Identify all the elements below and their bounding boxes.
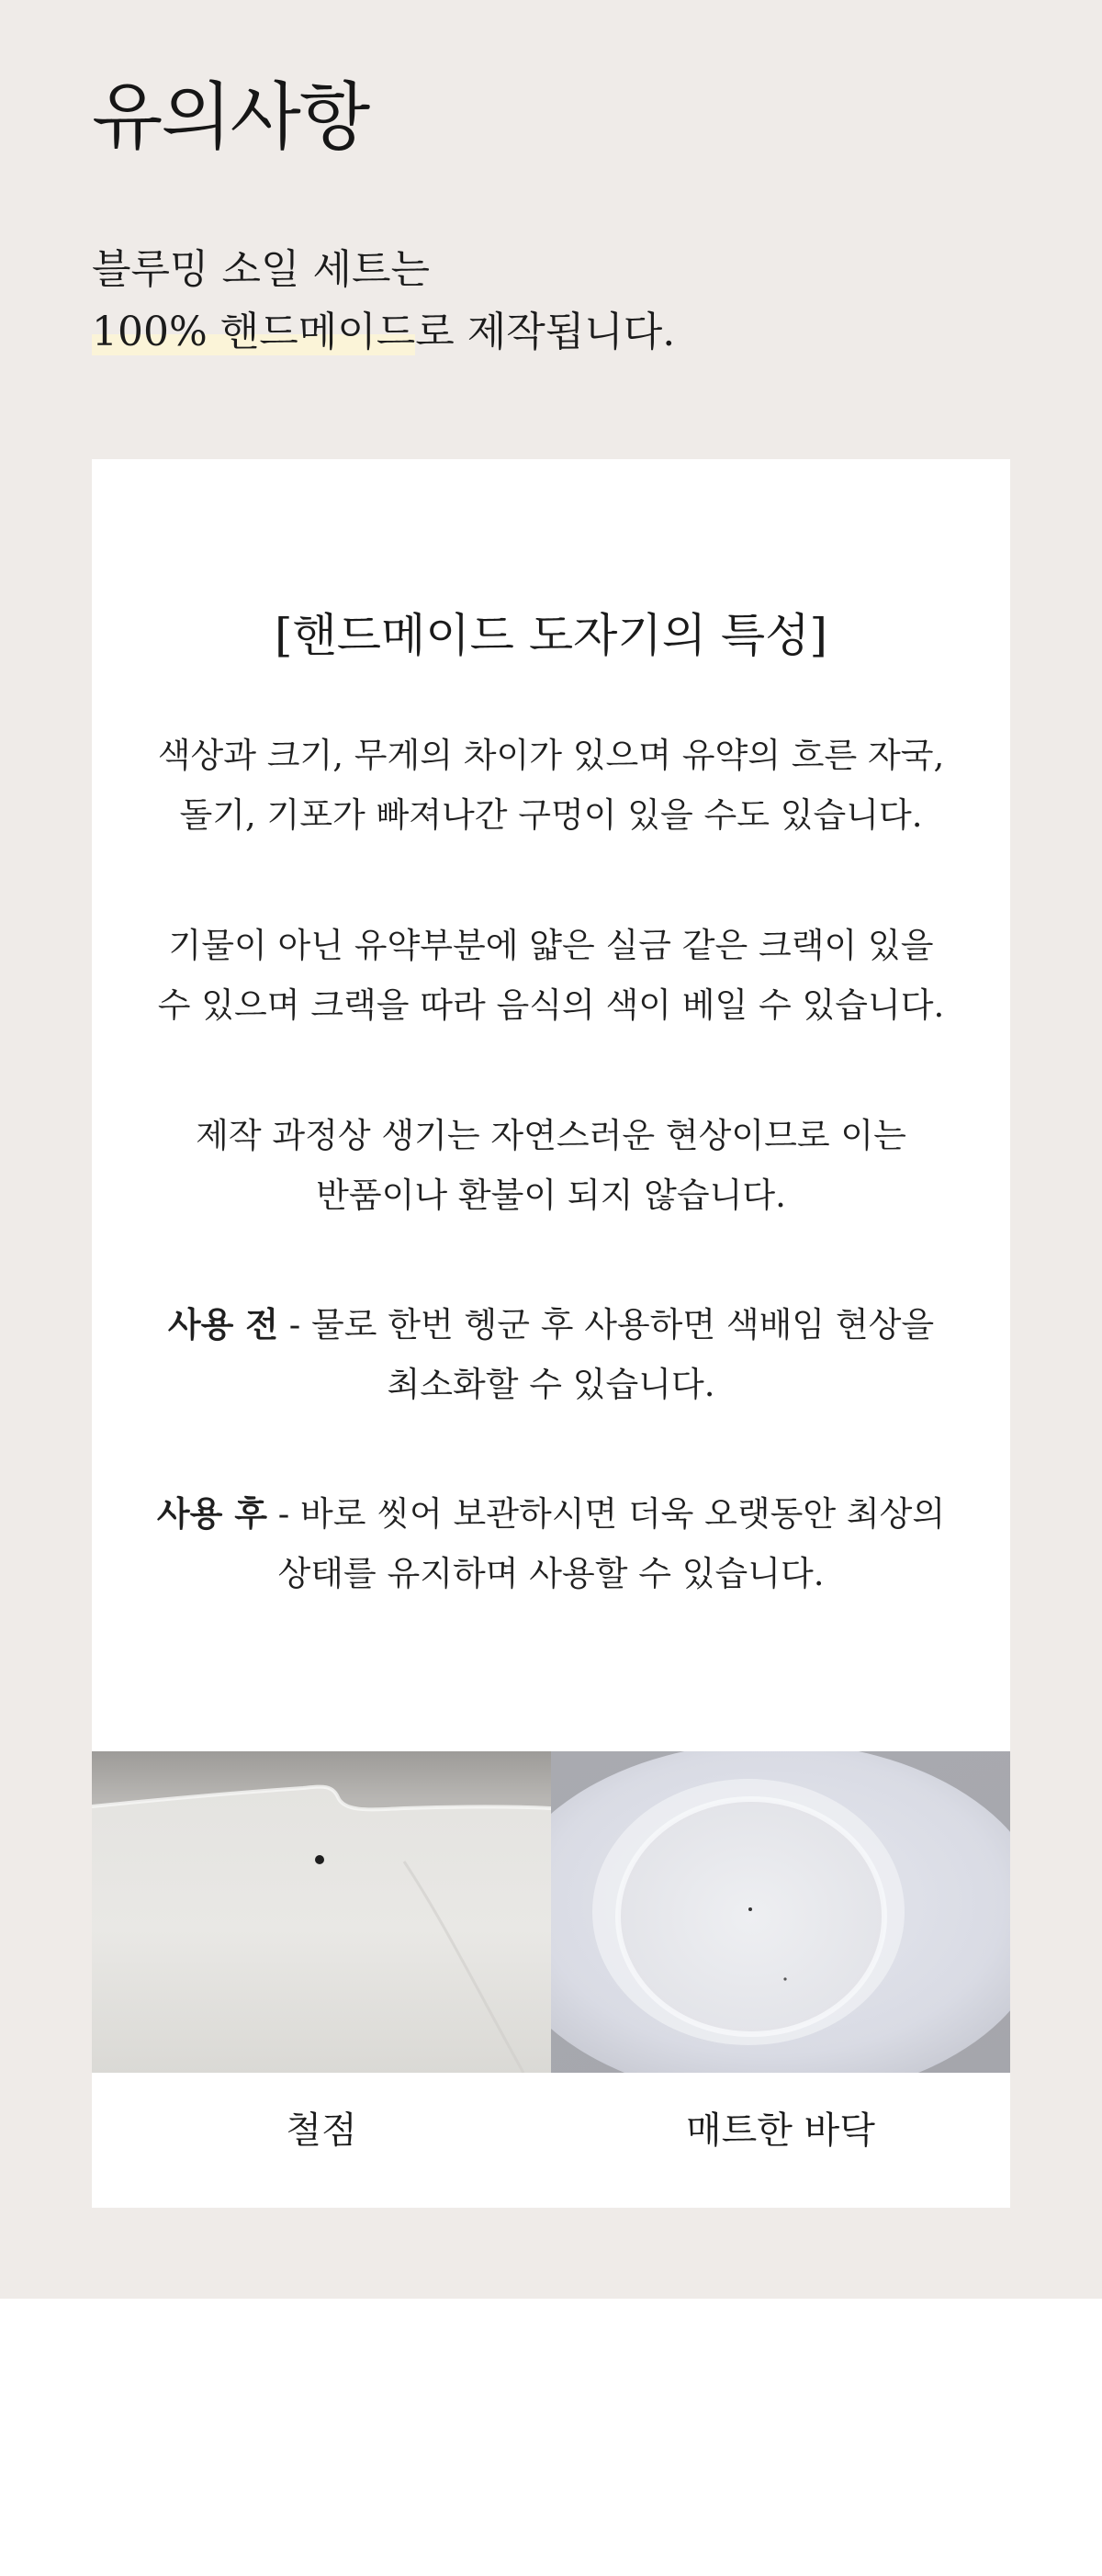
caption-iron-spot: 철점 [286,2109,357,2152]
paragraph-line: 제작 과정상 생기는 자연스러운 현상이므로 이는 [196,1116,906,1155]
iron-spot-dot [315,1855,324,1864]
paragraph-crack [129,916,973,1035]
intro-text [92,239,675,364]
intro-highlight: 100% 핸드메이드 [92,309,416,355]
paragraph-line: 반품이나 환불이 되지 않습니다. [316,1176,786,1215]
card-title: [핸드메이드 도자기의 특성] [274,609,828,662]
intro-line-2-rest: 로 제작됩니다. [415,309,676,355]
paragraph-line: 돌기, 기포가 빠져나간 구멍이 있을 수도 있습니다. [179,795,923,835]
example-photos [92,1751,1010,2073]
paragraph-before-use [129,1295,973,1414]
after-use-label: 사용 후 [156,1493,267,1534]
bowl-image [551,1751,1010,2073]
caption-matte-bottom: 매트한 바닥 [686,2109,875,2152]
intro-line-1: 블루밍 소일 세트는 [92,246,431,293]
paragraph-variation [129,726,973,845]
paragraph-line: 기물이 아닌 유약부분에 얇은 실금 같은 크랙이 있을 [168,926,934,965]
paragraph-line: 사용 후 - 바로 씻어 보관하시면 더욱 오랫동안 최상의 [156,1493,946,1534]
page-title: 유의사항 [92,74,369,160]
plate-rim-image [92,1751,551,2073]
paragraph-line: 수 있으며 크랙을 따라 음식의 색이 베일 수 있습니다. [157,985,945,1025]
intro-line-2 [92,301,675,364]
photo-captions [92,2108,1010,2154]
before-use-label: 사용 전 [167,1304,278,1344]
paragraph-no-refund [129,1106,973,1225]
spot-dot [748,1907,752,1911]
paragraph-line: 사용 전 - 물로 한번 헹군 후 사용하면 색배임 현상을 [167,1304,935,1344]
paragraph-line: 상태를 유지하며 사용할 수 있습니다. [277,1554,825,1593]
iron-spot-photo [92,1751,551,2073]
spot-dot [783,1977,786,1980]
handmade-notice-card [92,459,1010,2208]
matte-bottom-photo [551,1751,1010,2073]
paragraph-after-use [129,1484,973,1603]
paragraph-line: 색상과 크기, 무게의 차이가 있으며 유약의 흐른 자국, [157,736,945,775]
paragraph-line: 최소화할 수 있습니다. [387,1365,715,1404]
